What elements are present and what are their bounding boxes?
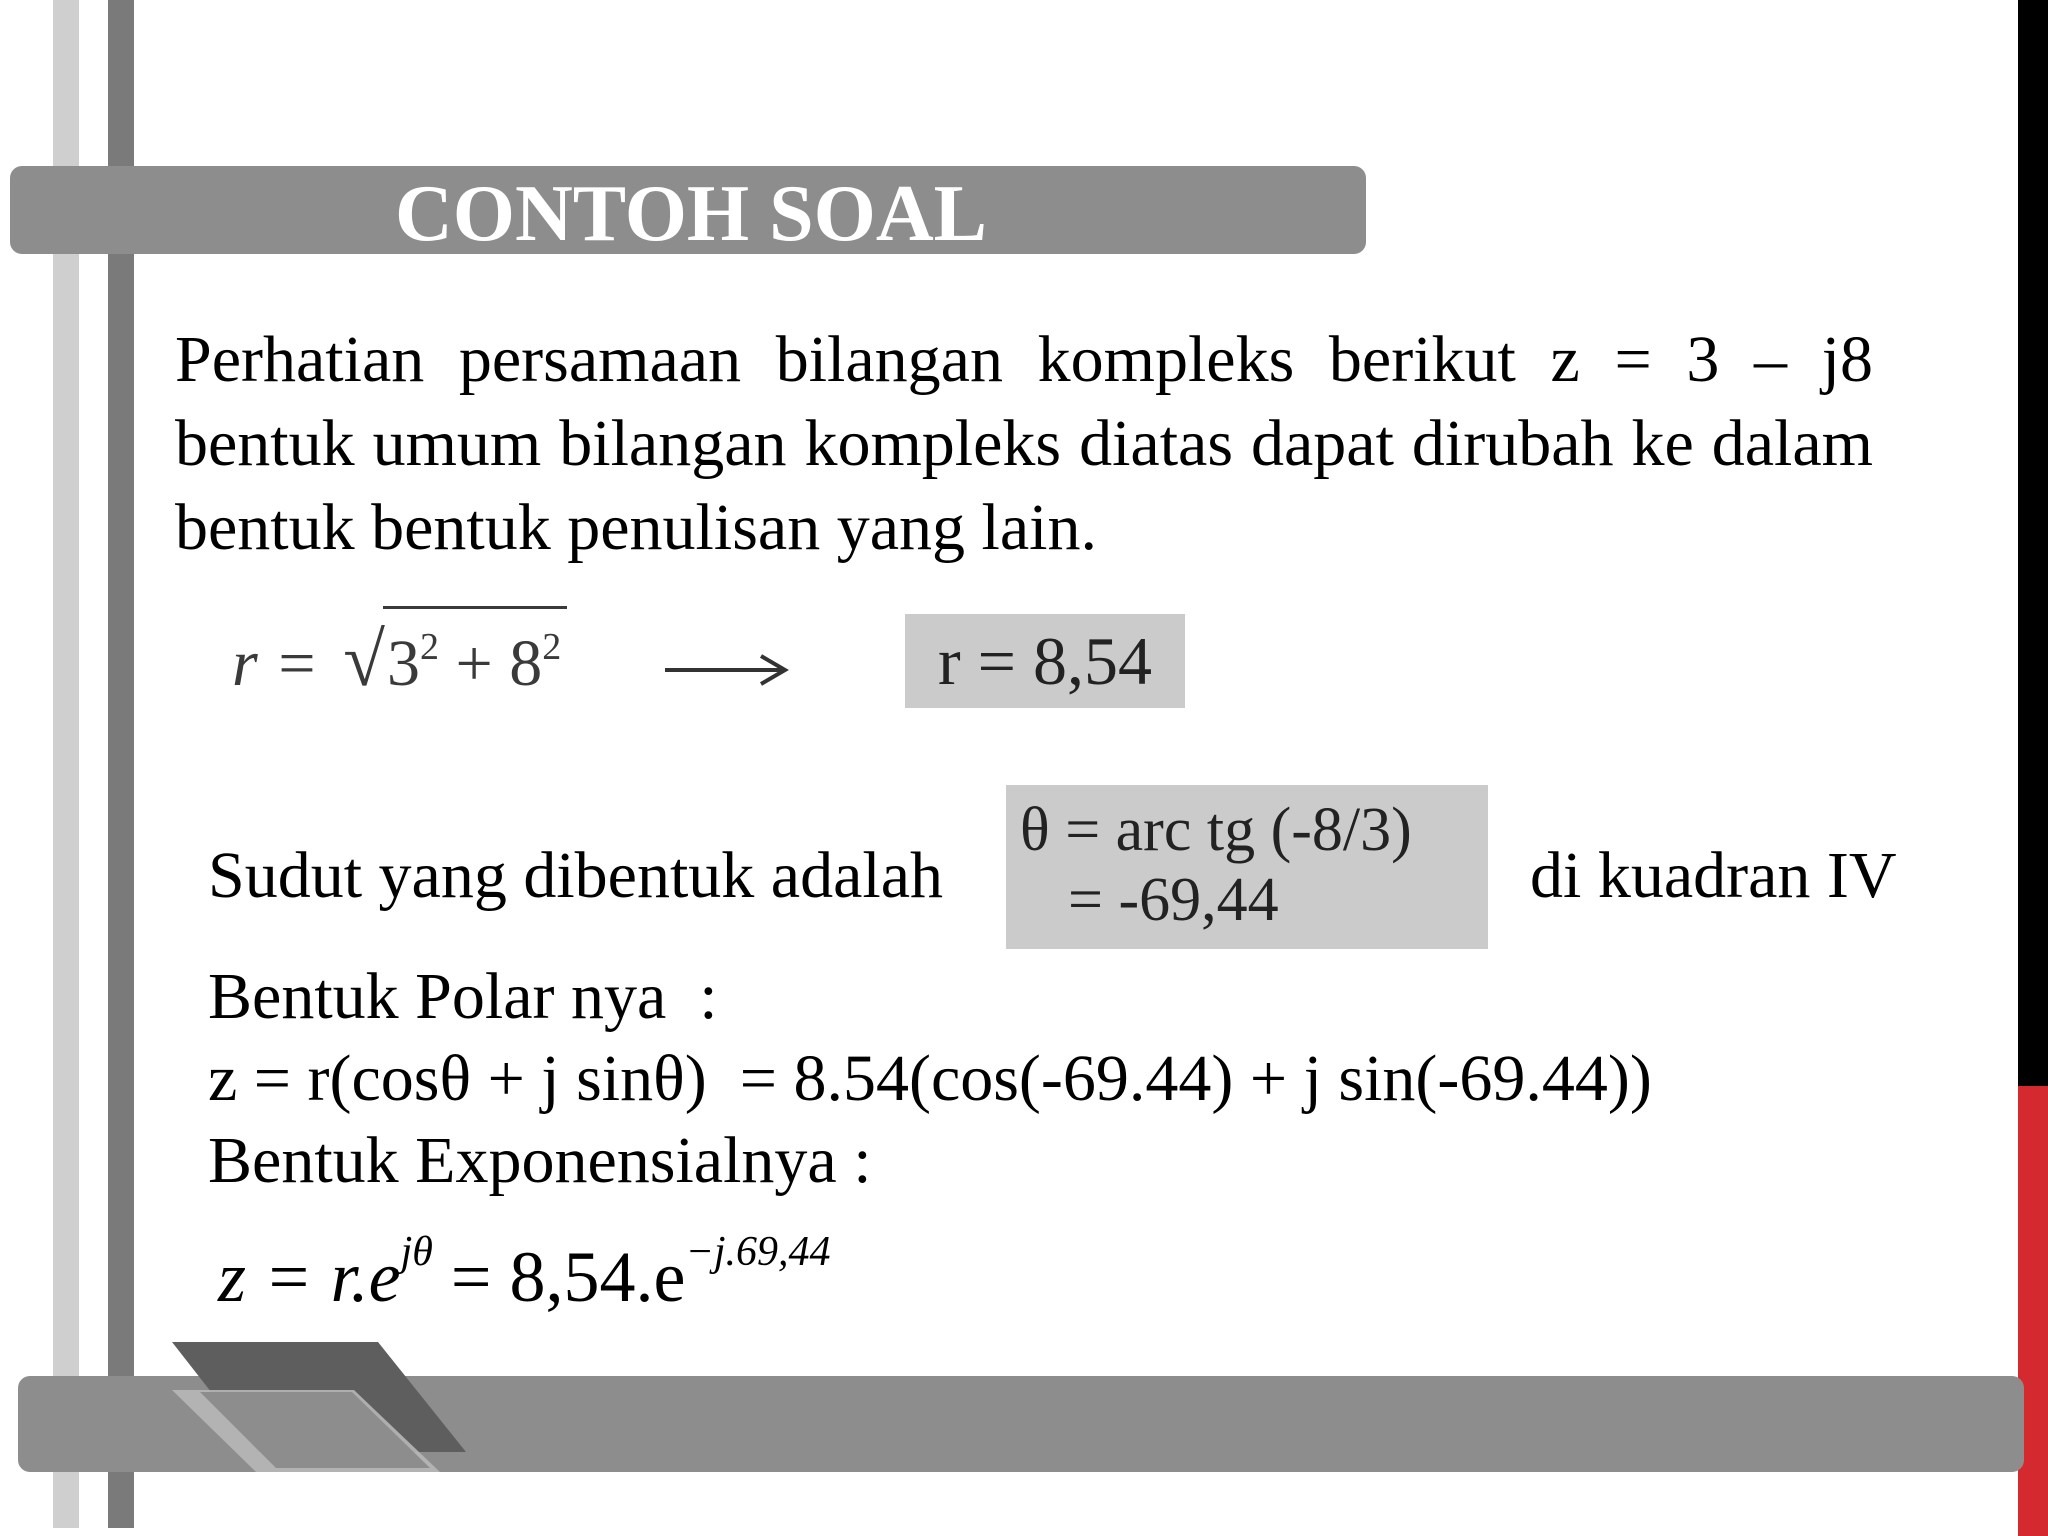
exponent-one: 2 (419, 626, 439, 668)
radius-formula (232, 606, 567, 704)
angle-label: Sudut yang dibentuk adalah (208, 839, 944, 912)
polar-title: Bentuk Polar nya : (208, 960, 718, 1033)
sqrt-sign-icon: √ (343, 618, 385, 702)
plus-sign: + (455, 627, 493, 700)
right-arrow-icon (665, 650, 790, 690)
square-root (335, 606, 567, 704)
angle-formula-line: θ = arc tg (-8/3) (1020, 796, 1412, 864)
slide-title: CONTOH SOAL (395, 170, 987, 258)
right-edge-red (2018, 1086, 2048, 1536)
problem-paragraph: Perhatian persamaan bilangan kompleks berikut z = 3 – j8 bentuk umum bilangan kompleks diatas dapat dirubah ke dalam bentuk bentuk penulisan yang lain. (175, 323, 1873, 564)
exponent-j-theta: jθ (400, 1229, 433, 1275)
angle-value-line: = -69,44 (1068, 866, 1279, 934)
quadrant-label: di kuadran IV (1530, 839, 1897, 912)
base-eight: 8 (509, 627, 543, 700)
exponential-title: Bentuk Exponensialnya : (208, 1124, 872, 1197)
exponential-formula (218, 1202, 831, 1327)
exponential-rhs: = 8,54.e (432, 1237, 686, 1317)
base-three: 3 (386, 627, 420, 700)
exponent-value: −j.69,44 (685, 1229, 831, 1275)
sqrt-body (383, 606, 567, 702)
polar-formula: z = r(cosθ + j sinθ) = 8.54(cos(-69.44) + j sin(-69.44)) (208, 1042, 1652, 1115)
polar-section (208, 956, 1652, 1202)
radius-result-box: r = 8,54 (905, 614, 1185, 708)
bottom-bar (18, 1376, 2024, 1472)
exponent-two: 2 (542, 626, 562, 668)
angle-result-box (1006, 785, 1488, 949)
right-edge-dark (2018, 0, 2048, 1086)
exponential-lhs: z = r.e (218, 1237, 401, 1317)
radius-formula-lhs: r = (232, 627, 319, 700)
